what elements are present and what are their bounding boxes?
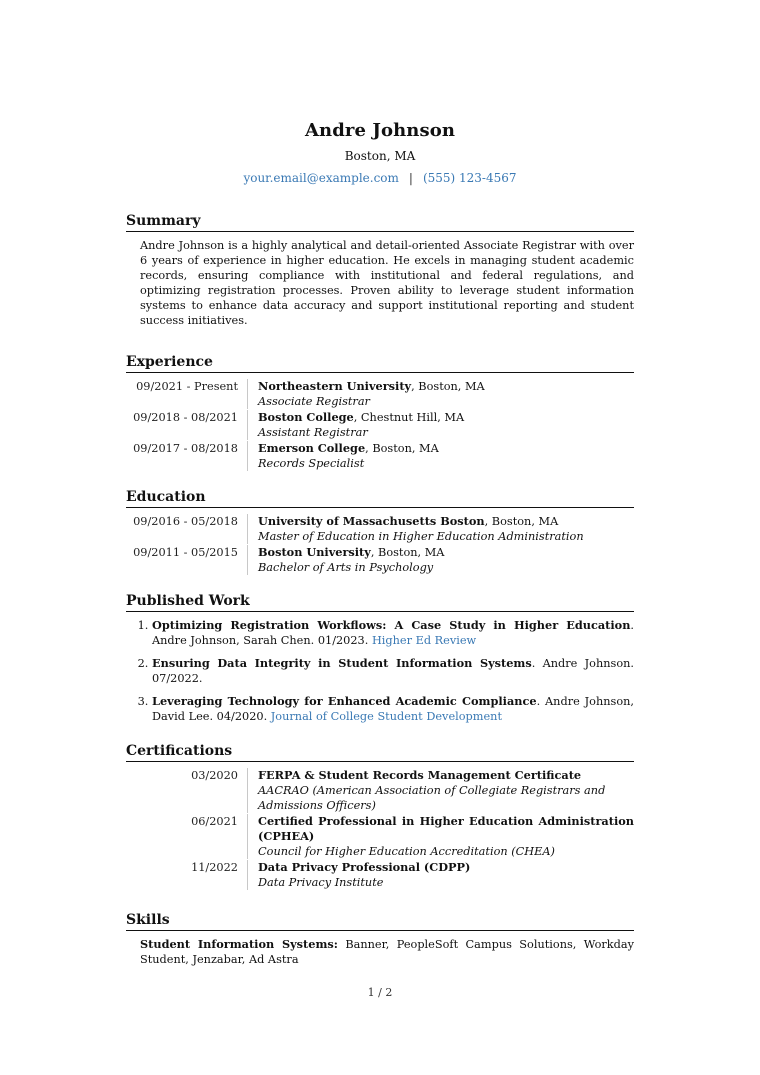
entry-date: 11/2022 bbox=[191, 861, 238, 874]
resume-header bbox=[126, 120, 634, 186]
section-title-summary: Summary bbox=[126, 212, 634, 232]
section-title-experience: Experience bbox=[126, 353, 634, 373]
experience-entry bbox=[126, 441, 634, 472]
entry-role: Assistant Registrar bbox=[258, 426, 368, 439]
entry-date: 09/2011 - 05/2015 bbox=[133, 546, 238, 559]
section-title-published: Published Work bbox=[126, 592, 634, 612]
publication-venue-link[interactable]: Higher Ed Review bbox=[371, 634, 477, 647]
page-number: 1 / 2 bbox=[367, 986, 393, 999]
summary-section bbox=[126, 212, 634, 328]
certification-name: FERPA & Student Records Management Certificate bbox=[258, 768, 582, 782]
entry-date: 06/2021 bbox=[191, 815, 238, 828]
entry-location: , Chestnut Hill, MA bbox=[353, 411, 465, 424]
certification-issuer: Council for Higher Education Accreditation (CHEA) bbox=[258, 845, 555, 858]
entry-location: , Boston, MA bbox=[370, 546, 445, 559]
entry-body bbox=[247, 441, 634, 471]
entry-body bbox=[247, 545, 634, 575]
certification-entry bbox=[126, 860, 634, 891]
email-link[interactable]: your.email@example.com bbox=[243, 171, 399, 185]
publication-details: . Andre Johnson, David Lee. 04/2020. bbox=[152, 695, 634, 723]
entry-degree: Master of Education in Higher Education Administration bbox=[258, 530, 584, 543]
entry-body bbox=[247, 814, 634, 859]
entry-body bbox=[247, 860, 634, 890]
entry-role: Records Specialist bbox=[258, 457, 365, 470]
publication-title: Optimizing Registration Workflows: A Case Study in Higher Education bbox=[152, 618, 631, 632]
experience-section bbox=[126, 353, 634, 472]
education-section bbox=[126, 488, 634, 576]
entry-date: 09/2021 - Present bbox=[136, 380, 238, 393]
entry-org: Northeastern University bbox=[258, 379, 412, 393]
entry-date: 03/2020 bbox=[191, 769, 238, 782]
contact-line bbox=[126, 170, 634, 186]
entry-body bbox=[247, 514, 634, 544]
summary-text: Andre Johnson is a highly analytical and detail-oriented Associate Registrar with over 6 years of experience in higher education. He excels in managing student academic records, ensuring compliance with institutional and federal regulations, and optimizing registration processes. Proven ability to leverage student information systems to enhance data accuracy and support institutional reporting and student success initiatives. bbox=[140, 239, 634, 327]
experience-entry bbox=[126, 379, 634, 410]
entry-org: Boston University bbox=[258, 545, 371, 559]
candidate-location: Boston, MA bbox=[344, 149, 416, 163]
entry-location: , Boston, MA bbox=[365, 442, 439, 455]
publication-list bbox=[126, 618, 634, 724]
skills-section bbox=[126, 911, 634, 967]
publication-item bbox=[152, 656, 634, 686]
publication-item bbox=[152, 694, 634, 724]
certification-entry bbox=[126, 814, 634, 860]
publication-details: . Andre Johnson. 07/2022. bbox=[152, 657, 634, 685]
education-entry bbox=[126, 514, 634, 545]
entry-org: University of Massachusetts Boston bbox=[258, 514, 485, 528]
publication-title: Leveraging Technology for Enhanced Academic Compliance bbox=[152, 694, 537, 708]
publication-details: . Andre Johnson, Sarah Chen. 01/2023. bbox=[152, 619, 634, 647]
entry-date: 09/2017 - 08/2018 bbox=[133, 442, 238, 455]
certification-name: Certified Professional in Higher Education Administration (CPHEA) bbox=[258, 814, 634, 843]
publication-title: Ensuring Data Integrity in Student Information Systems bbox=[152, 656, 532, 670]
entry-date: 09/2018 - 08/2021 bbox=[133, 411, 238, 424]
entry-body bbox=[247, 379, 634, 409]
section-title-certifications: Certifications bbox=[126, 742, 634, 762]
phone-link[interactable]: (555) 123-4567 bbox=[422, 171, 517, 185]
entry-date: 09/2016 - 05/2018 bbox=[133, 515, 238, 528]
section-title-education: Education bbox=[126, 488, 634, 508]
certification-entry bbox=[126, 768, 634, 814]
publication-venue-link[interactable]: Journal of College Student Development bbox=[270, 710, 502, 723]
certification-issuer: AACRAO (American Association of Collegiate Registrars and Admissions Officers) bbox=[258, 784, 606, 812]
experience-entry bbox=[126, 410, 634, 441]
entry-location: , Boston, MA bbox=[484, 515, 559, 528]
publication-item bbox=[152, 618, 634, 648]
certification-name: Data Privacy Professional (CDPP) bbox=[258, 860, 471, 874]
skills-label: Student Information Systems: bbox=[140, 937, 338, 951]
entry-degree: Bachelor of Arts in Psychology bbox=[258, 561, 434, 574]
section-title-skills: Skills bbox=[126, 911, 634, 931]
entry-body bbox=[247, 410, 634, 440]
entry-location: , Boston, MA bbox=[411, 380, 485, 393]
entry-org: Emerson College bbox=[258, 441, 366, 455]
contact-separator: | bbox=[408, 171, 413, 185]
entry-role: Associate Registrar bbox=[258, 395, 370, 408]
skills-text bbox=[126, 937, 634, 967]
certification-issuer: Data Privacy Institute bbox=[258, 876, 384, 889]
published-section bbox=[126, 592, 634, 724]
candidate-name: Andre Johnson bbox=[304, 120, 456, 141]
education-entry bbox=[126, 545, 634, 576]
entry-body bbox=[247, 768, 634, 813]
entry-org: Boston College bbox=[258, 410, 354, 424]
certifications-section bbox=[126, 742, 634, 891]
skills-list: Banner, PeopleSoft Campus Solutions, Workday Student, Jenzabar, Ad Astra bbox=[140, 938, 634, 966]
